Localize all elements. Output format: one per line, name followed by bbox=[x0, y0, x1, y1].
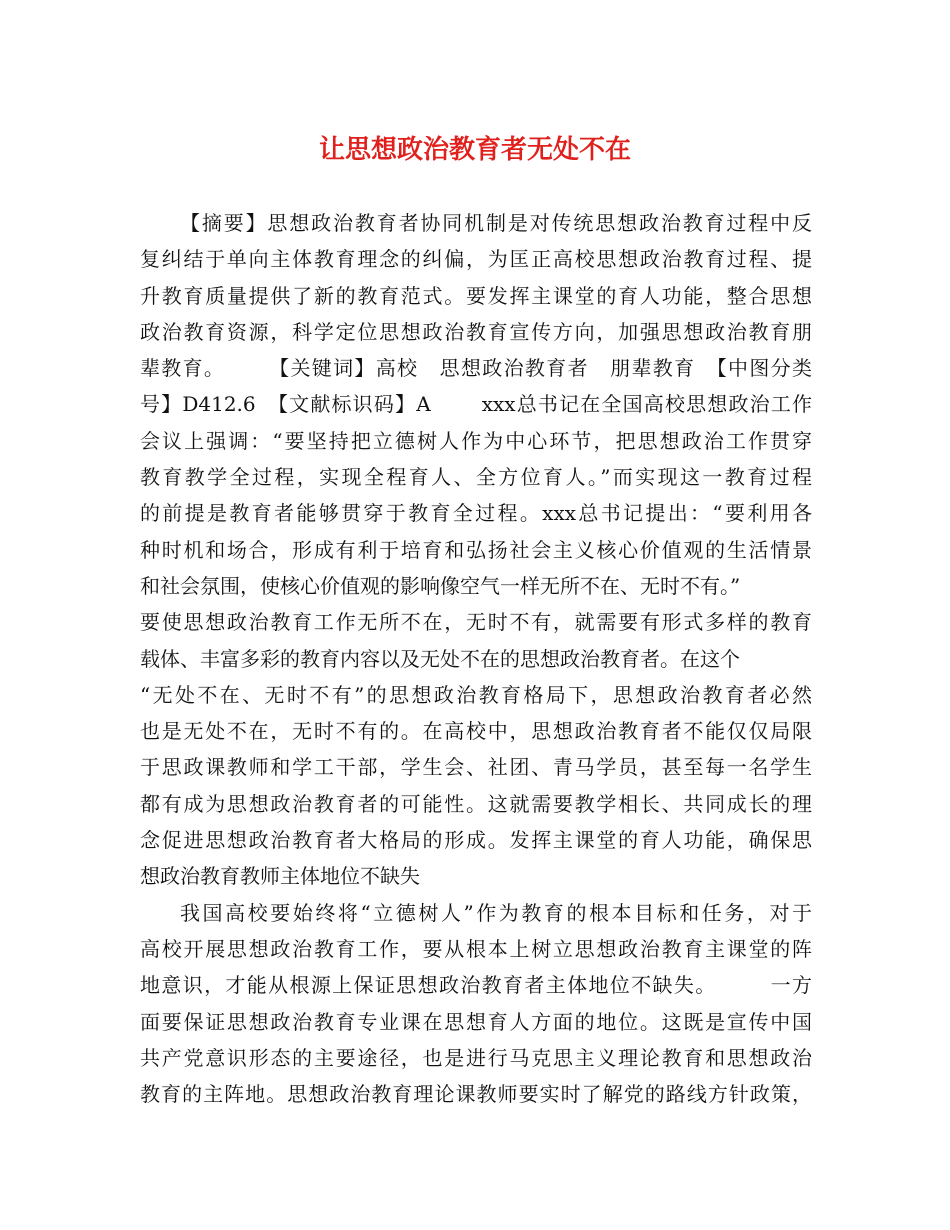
text-line: 载体、丰富多彩的教育内容以及无处不在的思想政治教育者。在这个 bbox=[140, 646, 740, 671]
text-line: 和社会氛围，使核心价值观的影响像空气一样无所不在、无时不有。” bbox=[140, 573, 741, 598]
text-line: 也是无处不在，无时不有的。在高校中，思想政治教育者不能仅仅局限 bbox=[140, 719, 812, 744]
text-line: 高校开展思想政治教育工作，要从根本上树立思想政治教育主课堂的阵 bbox=[140, 936, 812, 961]
text-line: 教育的主阵地。思想政治教育理论课教师要实时了解党的路线方针政策， bbox=[140, 1082, 812, 1107]
text-line: 面要保证思想政治教育专业课在思想育人方面的地位。这既是宣传中国 bbox=[140, 1009, 812, 1034]
document-title: 让思想政治教育者无处不在 bbox=[318, 135, 631, 165]
text-line: 的前提是教育者能够贯穿于教育全过程。xxx总书记提出：“要利用各 bbox=[140, 501, 812, 526]
text-line: 念促进思想政治教育者大格局的形成。发挥主课堂的育人功能，确保思 bbox=[140, 828, 812, 853]
text-line: 辈教育。 【关键词】高校 思想政治教育者 朋辈教育 【中图分类 bbox=[140, 356, 812, 381]
text-line: 号】D412.6 【文献标识码】A xxx总书记在全国高校思想政治工作 bbox=[140, 392, 812, 417]
text-line: 升教育质量提供了新的教育范式。要发挥主课堂的育人功能，整合思想 bbox=[140, 283, 812, 308]
text-line: 都有成为思想政治教育者的可能性。这就需要教学相长、共同成长的理 bbox=[140, 791, 812, 816]
text-line: 于思政课教师和学工干部，学生会、社团、青马学员，甚至每一名学生 bbox=[140, 755, 812, 780]
text-line: 教育教学全过程，实现全程育人、全方位育人。”而实现这一教育过程 bbox=[140, 465, 812, 490]
text-line: 会议上强调：“要坚持把立德树人作为中心环节，把思想政治工作贯穿 bbox=[140, 428, 812, 453]
text-line: 想政治教育教师主体地位不缺失 bbox=[140, 864, 420, 889]
text-line: 我国高校要始终将“立德树人”作为教育的根本目标和任务，对于 bbox=[180, 900, 812, 925]
text-line: “无处不在、无时不有”的思想政治教育格局下，思想政治教育者必然 bbox=[140, 682, 812, 707]
text-line: 共产党意识形态的主要途径，也是进行马克思主义理论教育和思想政治 bbox=[140, 1045, 812, 1070]
text-line: 【摘要】思想政治教育者协同机制是对传统思想政治教育过程中反 bbox=[180, 211, 812, 235]
text-line: 复纠结于单向主体教育理念的纠偏，为匡正高校思想政治教育过程、提 bbox=[140, 247, 812, 272]
text-line: 种时机和场合，形成有利于培育和弘扬社会主义核心价值观的生活情景 bbox=[140, 537, 812, 562]
text-line: 要使思想政治教育工作无所不在，无时不有，就需要有形式多样的教育 bbox=[140, 610, 812, 635]
text-line: 政治教育资源，科学定位思想政治教育宣传方向，加强思想政治教育朋 bbox=[140, 319, 812, 344]
document-body bbox=[140, 205, 812, 1112]
text-line: 地意识，才能从根源上保证思想政治教育者主体地位不缺失。 一方 bbox=[140, 973, 812, 998]
